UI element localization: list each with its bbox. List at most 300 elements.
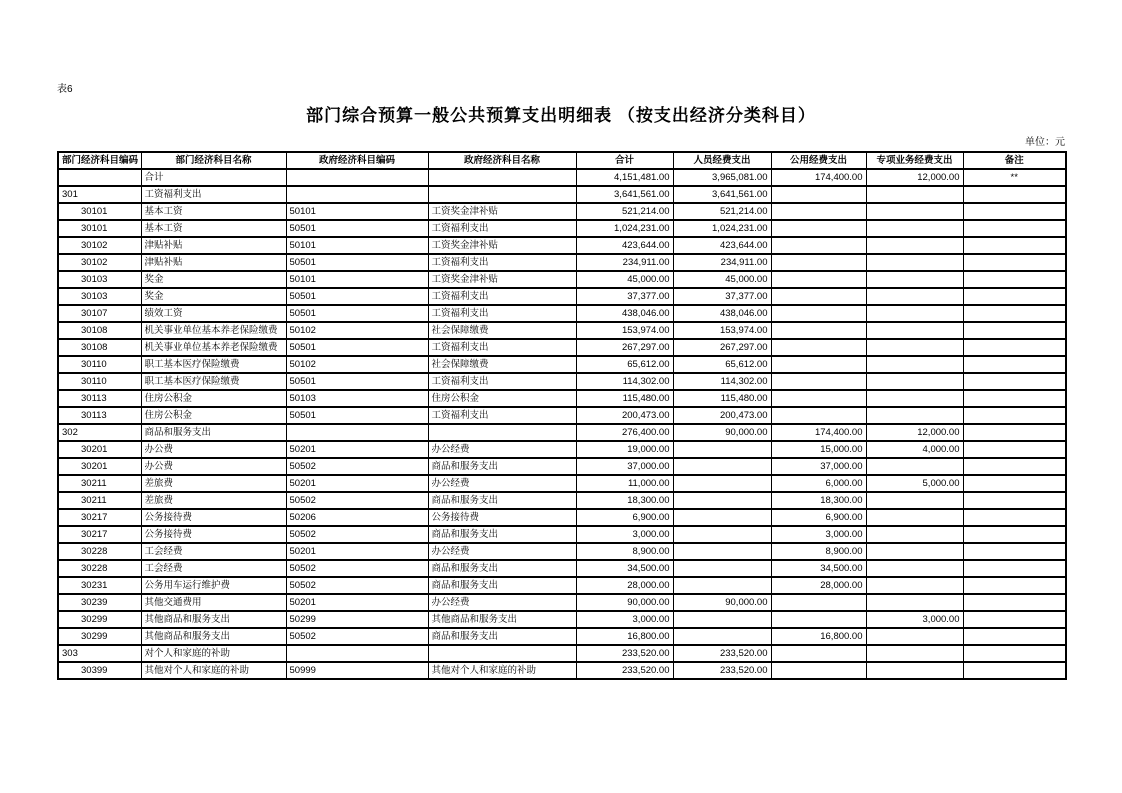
table-row	[58, 645, 1066, 662]
gov-code-cell: 50502	[286, 526, 428, 543]
total-cell: 28,000.00	[576, 577, 673, 594]
personnel-expense-cell: 153,974.00	[673, 322, 771, 339]
remark-cell	[963, 645, 1066, 662]
remark-cell	[963, 186, 1066, 203]
table-row	[58, 186, 1066, 203]
gov-code-cell: 50501	[286, 339, 428, 356]
dept-code-cell: 30102	[58, 254, 141, 271]
remark-cell: **	[963, 169, 1066, 186]
personnel-expense-cell	[673, 509, 771, 526]
public-expense-cell: 15,000.00	[771, 441, 866, 458]
gov-name-cell: 工资奖金津补贴	[428, 203, 576, 220]
dept-name-cell: 住房公积金	[141, 390, 286, 407]
dept-code-cell: 30113	[58, 407, 141, 424]
gov-name-cell: 工资奖金津补贴	[428, 271, 576, 288]
total-cell: 16,800.00	[576, 628, 673, 645]
personnel-expense-cell: 45,000.00	[673, 271, 771, 288]
total-cell: 200,473.00	[576, 407, 673, 424]
special-expense-cell	[866, 186, 963, 203]
personnel-expense-cell: 438,046.00	[673, 305, 771, 322]
gov-name-cell: 工资福利支出	[428, 305, 576, 322]
public-expense-cell	[771, 662, 866, 679]
dept-code-cell: 30231	[58, 577, 141, 594]
table-row	[58, 492, 1066, 509]
remark-cell	[963, 509, 1066, 526]
gov-code-cell: 50502	[286, 628, 428, 645]
gov-name-cell: 商品和服务支出	[428, 628, 576, 645]
table-row	[58, 560, 1066, 577]
public-expense-cell	[771, 339, 866, 356]
total-cell: 153,974.00	[576, 322, 673, 339]
public-expense-cell	[771, 305, 866, 322]
dept-code-cell: 30101	[58, 203, 141, 220]
gov-name-cell: 商品和服务支出	[428, 458, 576, 475]
total-cell: 37,377.00	[576, 288, 673, 305]
dept-code-cell: 30217	[58, 509, 141, 526]
remark-cell	[963, 560, 1066, 577]
special-expense-cell	[866, 594, 963, 611]
gov-name-cell: 办公经费	[428, 543, 576, 560]
total-cell: 45,000.00	[576, 271, 673, 288]
dept-code-cell: 30228	[58, 560, 141, 577]
gov-name-cell	[428, 645, 576, 662]
gov-name-cell: 商品和服务支出	[428, 560, 576, 577]
special-expense-cell	[866, 373, 963, 390]
total-cell: 4,151,481.00	[576, 169, 673, 186]
gov-name-cell	[428, 424, 576, 441]
special-expense-cell	[866, 356, 963, 373]
gov-code-cell: 50502	[286, 492, 428, 509]
total-cell: 19,000.00	[576, 441, 673, 458]
gov-code-cell: 50201	[286, 475, 428, 492]
dept-name-cell: 办公费	[141, 458, 286, 475]
total-cell: 115,480.00	[576, 390, 673, 407]
dept-code-cell: 30399	[58, 662, 141, 679]
budget-table	[57, 151, 1067, 680]
remark-cell	[963, 220, 1066, 237]
dept-code-cell: 30110	[58, 373, 141, 390]
gov-code-cell: 50101	[286, 271, 428, 288]
personnel-expense-cell: 37,377.00	[673, 288, 771, 305]
dept-code-cell: 303	[58, 645, 141, 662]
dept-name-cell: 津贴补贴	[141, 254, 286, 271]
special-expense-cell	[866, 237, 963, 254]
dept-code-cell: 30299	[58, 611, 141, 628]
gov-code-cell: 50201	[286, 543, 428, 560]
gov-code-cell: 50501	[286, 373, 428, 390]
table-body	[58, 169, 1066, 679]
public-expense-cell	[771, 203, 866, 220]
remark-cell	[963, 577, 1066, 594]
personnel-expense-cell: 200,473.00	[673, 407, 771, 424]
gov-code-cell: 50101	[286, 237, 428, 254]
dept-name-cell: 基本工资	[141, 203, 286, 220]
remark-cell	[963, 339, 1066, 356]
special-expense-cell	[866, 628, 963, 645]
total-cell: 3,000.00	[576, 526, 673, 543]
total-cell: 423,644.00	[576, 237, 673, 254]
total-cell: 3,641,561.00	[576, 186, 673, 203]
personnel-expense-cell	[673, 458, 771, 475]
total-cell: 3,000.00	[576, 611, 673, 628]
remark-cell	[963, 662, 1066, 679]
table-row	[58, 441, 1066, 458]
public-expense-cell	[771, 322, 866, 339]
remark-cell	[963, 543, 1066, 560]
special-expense-cell	[866, 220, 963, 237]
dept-code-cell: 30102	[58, 237, 141, 254]
total-cell: 11,000.00	[576, 475, 673, 492]
public-expense-cell	[771, 390, 866, 407]
table-number-label: 表6	[57, 84, 73, 95]
table-row	[58, 203, 1066, 220]
table-row	[58, 339, 1066, 356]
remark-cell	[963, 407, 1066, 424]
personnel-expense-cell	[673, 611, 771, 628]
total-cell: 267,297.00	[576, 339, 673, 356]
personnel-expense-cell: 1,024,231.00	[673, 220, 771, 237]
special-expense-cell	[866, 543, 963, 560]
dept-name-cell: 其他交通费用	[141, 594, 286, 611]
dept-name-cell: 商品和服务支出	[141, 424, 286, 441]
dept-code-cell: 30217	[58, 526, 141, 543]
total-cell: 521,214.00	[576, 203, 673, 220]
gov-code-cell	[286, 424, 428, 441]
special-expense-cell	[866, 492, 963, 509]
gov-code-cell: 50501	[286, 305, 428, 322]
gov-code-cell	[286, 169, 428, 186]
dept-name-cell: 住房公积金	[141, 407, 286, 424]
dept-name-cell: 基本工资	[141, 220, 286, 237]
public-expense-cell: 34,500.00	[771, 560, 866, 577]
total-cell: 276,400.00	[576, 424, 673, 441]
table-row	[58, 594, 1066, 611]
public-expense-cell: 3,000.00	[771, 526, 866, 543]
personnel-expense-cell	[673, 577, 771, 594]
column-header: 公用经费支出	[771, 152, 866, 169]
public-expense-cell: 28,000.00	[771, 577, 866, 594]
public-expense-cell: 8,900.00	[771, 543, 866, 560]
personnel-expense-cell: 233,520.00	[673, 662, 771, 679]
table-row	[58, 305, 1066, 322]
public-expense-cell	[771, 237, 866, 254]
gov-code-cell: 50299	[286, 611, 428, 628]
total-cell: 6,900.00	[576, 509, 673, 526]
personnel-expense-cell: 3,641,561.00	[673, 186, 771, 203]
table-row	[58, 475, 1066, 492]
dept-code-cell: 30103	[58, 288, 141, 305]
personnel-expense-cell	[673, 492, 771, 509]
public-expense-cell: 174,400.00	[771, 169, 866, 186]
dept-name-cell: 职工基本医疗保险缴费	[141, 373, 286, 390]
special-expense-cell	[866, 509, 963, 526]
public-expense-cell: 6,000.00	[771, 475, 866, 492]
gov-code-cell: 50102	[286, 322, 428, 339]
table-row	[58, 254, 1066, 271]
dept-code-cell: 30228	[58, 543, 141, 560]
dept-code-cell: 30201	[58, 458, 141, 475]
column-header: 政府经济科目编码	[286, 152, 428, 169]
special-expense-cell	[866, 390, 963, 407]
gov-code-cell: 50201	[286, 441, 428, 458]
special-expense-cell	[866, 339, 963, 356]
personnel-expense-cell	[673, 543, 771, 560]
gov-name-cell: 工资奖金津补贴	[428, 237, 576, 254]
dept-code-cell: 30103	[58, 271, 141, 288]
gov-code-cell: 50501	[286, 407, 428, 424]
remark-cell	[963, 254, 1066, 271]
dept-name-cell: 公务接待费	[141, 526, 286, 543]
dept-code-cell: 30239	[58, 594, 141, 611]
dept-code-cell: 30107	[58, 305, 141, 322]
gov-name-cell: 商品和服务支出	[428, 526, 576, 543]
remark-cell	[963, 475, 1066, 492]
public-expense-cell	[771, 645, 866, 662]
total-cell: 65,612.00	[576, 356, 673, 373]
special-expense-cell	[866, 577, 963, 594]
gov-code-cell: 50501	[286, 254, 428, 271]
table-row	[58, 577, 1066, 594]
personnel-expense-cell: 233,520.00	[673, 645, 771, 662]
gov-code-cell	[286, 186, 428, 203]
personnel-expense-cell: 65,612.00	[673, 356, 771, 373]
special-expense-cell	[866, 645, 963, 662]
remark-cell	[963, 288, 1066, 305]
gov-name-cell	[428, 169, 576, 186]
total-cell: 37,000.00	[576, 458, 673, 475]
gov-name-cell: 商品和服务支出	[428, 577, 576, 594]
gov-name-cell: 商品和服务支出	[428, 492, 576, 509]
remark-cell	[963, 441, 1066, 458]
public-expense-cell	[771, 186, 866, 203]
public-expense-cell	[771, 356, 866, 373]
total-cell: 438,046.00	[576, 305, 673, 322]
table-row	[58, 237, 1066, 254]
gov-name-cell: 办公经费	[428, 475, 576, 492]
column-header: 人员经费支出	[673, 152, 771, 169]
column-header: 部门经济科目名称	[141, 152, 286, 169]
remark-cell	[963, 390, 1066, 407]
table-row	[58, 458, 1066, 475]
dept-name-cell: 合计	[141, 169, 286, 186]
dept-code-cell: 301	[58, 186, 141, 203]
remark-cell	[963, 424, 1066, 441]
gov-code-cell: 50502	[286, 458, 428, 475]
page-title: 部门综合预算一般公共预算支出明细表 （按支出经济分类科目）	[306, 106, 816, 125]
gov-name-cell: 其他对个人和家庭的补助	[428, 662, 576, 679]
gov-name-cell: 住房公积金	[428, 390, 576, 407]
dept-code-cell	[58, 169, 141, 186]
public-expense-cell: 6,900.00	[771, 509, 866, 526]
special-expense-cell: 12,000.00	[866, 424, 963, 441]
unit-label: 单位：元	[1025, 137, 1065, 148]
public-expense-cell	[771, 407, 866, 424]
table-row	[58, 169, 1066, 186]
gov-name-cell	[428, 186, 576, 203]
total-cell: 234,911.00	[576, 254, 673, 271]
column-header: 专项业务经费支出	[866, 152, 963, 169]
gov-name-cell: 工资福利支出	[428, 254, 576, 271]
gov-name-cell: 公务接待费	[428, 509, 576, 526]
personnel-expense-cell	[673, 441, 771, 458]
public-expense-cell	[771, 288, 866, 305]
table-row	[58, 220, 1066, 237]
gov-name-cell: 工资福利支出	[428, 288, 576, 305]
table-row	[58, 424, 1066, 441]
dept-name-cell: 其他对个人和家庭的补助	[141, 662, 286, 679]
gov-code-cell: 50103	[286, 390, 428, 407]
dept-code-cell: 30201	[58, 441, 141, 458]
personnel-expense-cell: 3,965,081.00	[673, 169, 771, 186]
dept-name-cell: 公务接待费	[141, 509, 286, 526]
gov-code-cell: 50501	[286, 288, 428, 305]
remark-cell	[963, 203, 1066, 220]
dept-code-cell: 30211	[58, 492, 141, 509]
dept-name-cell: 办公费	[141, 441, 286, 458]
remark-cell	[963, 458, 1066, 475]
remark-cell	[963, 373, 1066, 390]
gov-name-cell: 办公经费	[428, 594, 576, 611]
remark-cell	[963, 237, 1066, 254]
gov-name-cell: 工资福利支出	[428, 407, 576, 424]
table-row	[58, 390, 1066, 407]
remark-cell	[963, 611, 1066, 628]
dept-name-cell: 工资福利支出	[141, 186, 286, 203]
public-expense-cell	[771, 271, 866, 288]
gov-code-cell: 50102	[286, 356, 428, 373]
public-expense-cell	[771, 254, 866, 271]
public-expense-cell	[771, 220, 866, 237]
gov-name-cell: 工资福利支出	[428, 339, 576, 356]
personnel-expense-cell: 90,000.00	[673, 424, 771, 441]
gov-code-cell: 50501	[286, 220, 428, 237]
personnel-expense-cell	[673, 526, 771, 543]
dept-name-cell: 对个人和家庭的补助	[141, 645, 286, 662]
dept-code-cell: 30108	[58, 322, 141, 339]
table-row	[58, 322, 1066, 339]
gov-name-cell: 工资福利支出	[428, 220, 576, 237]
dept-name-cell: 其他商品和服务支出	[141, 628, 286, 645]
dept-code-cell: 30110	[58, 356, 141, 373]
dept-name-cell: 差旅费	[141, 475, 286, 492]
dept-code-cell: 30108	[58, 339, 141, 356]
table-row	[58, 373, 1066, 390]
header-row	[58, 152, 1066, 169]
gov-code-cell: 50206	[286, 509, 428, 526]
public-expense-cell	[771, 594, 866, 611]
special-expense-cell	[866, 288, 963, 305]
table-row	[58, 543, 1066, 560]
special-expense-cell	[866, 305, 963, 322]
personnel-expense-cell: 267,297.00	[673, 339, 771, 356]
table-row	[58, 611, 1066, 628]
special-expense-cell	[866, 662, 963, 679]
dept-name-cell: 公务用车运行维护费	[141, 577, 286, 594]
special-expense-cell: 5,000.00	[866, 475, 963, 492]
total-cell: 8,900.00	[576, 543, 673, 560]
column-header: 政府经济科目名称	[428, 152, 576, 169]
public-expense-cell: 37,000.00	[771, 458, 866, 475]
dept-name-cell: 津贴补贴	[141, 237, 286, 254]
dept-name-cell: 绩效工资	[141, 305, 286, 322]
remark-cell	[963, 356, 1066, 373]
remark-cell	[963, 305, 1066, 322]
special-expense-cell	[866, 458, 963, 475]
remark-cell	[963, 594, 1066, 611]
personnel-expense-cell: 234,911.00	[673, 254, 771, 271]
dept-name-cell: 奖金	[141, 271, 286, 288]
special-expense-cell	[866, 526, 963, 543]
public-expense-cell: 174,400.00	[771, 424, 866, 441]
gov-code-cell: 50101	[286, 203, 428, 220]
special-expense-cell	[866, 560, 963, 577]
special-expense-cell	[866, 203, 963, 220]
remark-cell	[963, 322, 1066, 339]
gov-code-cell: 50502	[286, 577, 428, 594]
special-expense-cell: 3,000.00	[866, 611, 963, 628]
personnel-expense-cell	[673, 628, 771, 645]
gov-code-cell	[286, 645, 428, 662]
gov-name-cell: 工资福利支出	[428, 373, 576, 390]
special-expense-cell	[866, 407, 963, 424]
gov-name-cell: 社会保障缴费	[428, 322, 576, 339]
gov-code-cell: 50201	[286, 594, 428, 611]
gov-code-cell: 50999	[286, 662, 428, 679]
special-expense-cell	[866, 322, 963, 339]
dept-code-cell: 30211	[58, 475, 141, 492]
column-header: 部门经济科目编码	[58, 152, 141, 169]
total-cell: 90,000.00	[576, 594, 673, 611]
gov-name-cell: 办公经费	[428, 441, 576, 458]
personnel-expense-cell	[673, 475, 771, 492]
personnel-expense-cell: 521,214.00	[673, 203, 771, 220]
dept-code-cell: 30299	[58, 628, 141, 645]
table-row	[58, 662, 1066, 679]
gov-code-cell: 50502	[286, 560, 428, 577]
table-row	[58, 509, 1066, 526]
gov-name-cell: 其他商品和服务支出	[428, 611, 576, 628]
dept-name-cell: 其他商品和服务支出	[141, 611, 286, 628]
total-cell: 18,300.00	[576, 492, 673, 509]
dept-name-cell: 工会经费	[141, 560, 286, 577]
dept-name-cell: 差旅费	[141, 492, 286, 509]
dept-name-cell: 奖金	[141, 288, 286, 305]
public-expense-cell: 18,300.00	[771, 492, 866, 509]
personnel-expense-cell: 423,644.00	[673, 237, 771, 254]
remark-cell	[963, 492, 1066, 509]
table-row	[58, 288, 1066, 305]
public-expense-cell	[771, 373, 866, 390]
dept-code-cell: 302	[58, 424, 141, 441]
column-header: 备注	[963, 152, 1066, 169]
dept-code-cell: 30101	[58, 220, 141, 237]
table-row	[58, 628, 1066, 645]
total-cell: 114,302.00	[576, 373, 673, 390]
table-row	[58, 407, 1066, 424]
dept-name-cell: 职工基本医疗保险缴费	[141, 356, 286, 373]
table-row	[58, 526, 1066, 543]
personnel-expense-cell: 90,000.00	[673, 594, 771, 611]
table-row	[58, 271, 1066, 288]
remark-cell	[963, 271, 1066, 288]
remark-cell	[963, 526, 1066, 543]
special-expense-cell	[866, 254, 963, 271]
remark-cell	[963, 628, 1066, 645]
dept-code-cell: 30113	[58, 390, 141, 407]
table-row	[58, 356, 1066, 373]
total-cell: 233,520.00	[576, 645, 673, 662]
special-expense-cell	[866, 271, 963, 288]
